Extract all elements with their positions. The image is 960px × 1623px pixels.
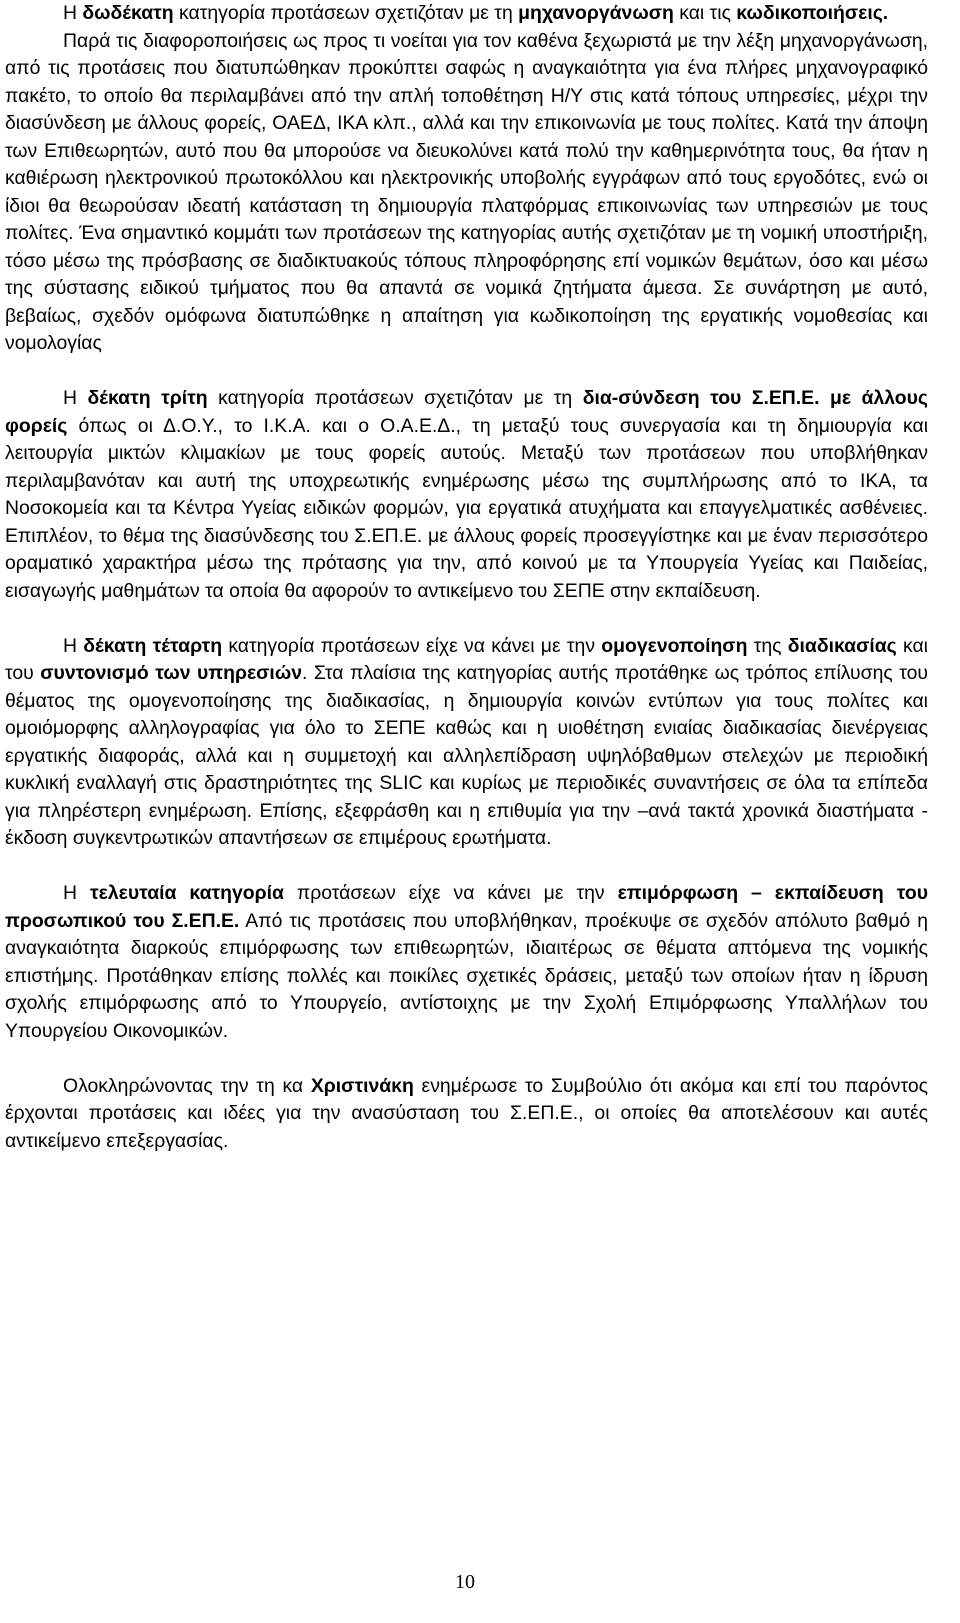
paragraph-fourteenth-category [5, 633, 928, 853]
bold-text-run: δωδέκατη [82, 2, 174, 24]
bold-text-run: κωδικοποιήσεις. [736, 2, 889, 24]
text-run: Από τις προτάσεις που υποβλήθηκαν, προέκυψε σε σχεδόν απόλυτο βαθμό η αναγκαιότητα διαρκούς επιμόρφωσης των επιθεωρητών, ιδιαιτέρως σε θέματα απτόμενα της νομικής επιστήμης. Προτάθηκαν επίσης πολλές και ποικίλες σχετικές δράσεις, μεταξύ των οποίων ήταν η ίδρυση σχολής επιμόρφωσης από το Υπουργείο, αντίστοιχης με την Σχολή Επιμόρφωσης Υπαλλήλων του Υπουργείου Οικονομικών. [5, 909, 928, 1042]
text-run: Η [63, 387, 88, 409]
bold-text-run: τελευταία κατηγορία [89, 882, 284, 904]
bold-text-run: ομογενοποίηση [601, 634, 748, 657]
paragraph-conclusion [5, 1073, 928, 1156]
page-number: 10 [455, 1571, 475, 1593]
paragraph-gap [5, 358, 928, 386]
text-run: Η [63, 882, 90, 904]
bold-text-run: μηχανοργάνωση [518, 2, 674, 24]
text-run: κατηγορία προτάσεων είχε να κάνει με την [222, 634, 602, 657]
text-run: και τις [673, 2, 737, 24]
body-text [5, 0, 928, 1155]
bold-text-run: επιμόρφωση – εκπαίδευση του προσωπικού του Σ.ΕΠ.Ε. [5, 882, 928, 932]
bold-text-run: Χριστινάκη [310, 1074, 414, 1097]
bold-text-run: δέκατη τέταρτη [83, 634, 223, 657]
paragraph-computerization-details [5, 28, 928, 358]
paragraph-gap [5, 1045, 928, 1073]
bold-text-run: δέκατη τρίτη [87, 387, 208, 409]
text-run: Η [63, 634, 84, 657]
text-run: της [747, 634, 788, 657]
text-run: Παρά τις διαφοροποιήσεις ως προς τι νοείται για τον καθένα ξεχωριστά με την λέξη μηχανοργάνωση, από τις προτάσεις που διατυπώθηκαν προκύπτει σαφώς η αναγκαιότητα για ένα πλήρες μηχανογραφικό πακέτο, το οποίο θα περιλαμβάνει από την απλή τοποθέτηση Η/Υ στις κατά τόπους υπηρεσίες, μέχρι την διασύνδεση με άλλους φορείς, ΟΑΕΔ, ΙΚΑ κλπ., αλλά και την επικοινωνία με τους πολίτες. Κατά την άποψη των Επιθεωρητών, αυτό που θα μπορούσε να διευκολύνει κατά πολύ την καθημερινότητα τους, θα ήταν η καθιέρωση ηλεκτρονικού πρωτοκόλλου και ηλεκτρονικής υποβολής εγγράφων από τους εργοδότες, ενώ οι ίδιοι θα θεωρούσαν ιδεατή κατάσταση τη δημιουργία πλατφόρμας επικοινωνίας των υπηρεσιών με τους πολίτες. Ένα σημαντικό κομμάτι των προτάσεων της κατηγορίας αυτής σχετιζόταν με τη νομική υποστήριξη, τόσο μέσω της πρόσβασης σε διαδικτυακούς τόπους πληροφόρησης επί νομικών θεμάτων, όσο και μέσω της σύστασης ειδικού τμήματος που θα απαντά σε νομικά ζητήματα άμεσα. Σε συνάρτηση με αυτό, βεβαίως, σχεδόν ομόφωνα διατυπώθηκε η απαίτηση για κωδικοποίηση της εργατικής νομοθεσίας και νομολογίας [5, 29, 928, 354]
paragraph-last-category [5, 880, 928, 1045]
bold-text-run: συντονισμό των υπηρεσιών [40, 662, 302, 684]
text-run: . Στα πλαίσια της κατηγορίας αυτής προτάθηκε ως τρόπος επίλυσης του θέματος της ομογενοποίησης της διαδικασίας, η δημιουργία κοινών εντύπων για τους πολίτες και ομοιόμορφης αλληλογραφίας για όλο το ΣΕΠΕ καθώς και η υιοθέτηση ενιαίας διαδικασίας διενέργειας εργατικής διαφοράς, αλλά και η συμμετοχή και αλληλεπίδραση υψηλόβαθμων στελεχών με περιοδική κυκλική εναλλαγή στις δραστηριότητες της SLIC και κυρίως με περιοδικές συναντήσεις σε όλα τα επίπεδα για πληρέστερη ενημέρωση. Επίσης, εξεφράσθη και η επιθυμία για την –ανά τακτά χρονικά διαστήματα - έκδοση συγκεντρωτικών απαντήσεων σε επιμέρους ερωτήματα. [5, 662, 929, 849]
text-run: ενημέρωσε το Συμβούλιο ότι ακόμα και επί του παρόντος έρχονται προτάσεις και ιδέες για την ανασύσταση του Σ.ΕΠ.Ε., οι οποίες θα αποτελέσουν και αυτές αντικείμενο επεξεργασίας. [5, 1074, 929, 1152]
paragraph-gap [5, 853, 928, 881]
text-run: κατηγορία προτάσεων σχετιζόταν με τη [207, 387, 583, 409]
text-run: Η [63, 2, 83, 24]
paragraph-twelfth-category [5, 0, 928, 28]
text-run: προτάσεων είχε να κάνει με την [283, 882, 618, 904]
text-run: κατηγορία προτάσεων σχετιζόταν με τη [173, 2, 519, 24]
paragraph-thirteenth-category [5, 385, 928, 605]
bold-text-run: διαδικασίας [787, 634, 897, 657]
paragraph-gap [5, 605, 928, 633]
text-run: όπως οι Δ.Ο.Υ., το Ι.Κ.Α. και ο Ο.Α.Ε.Δ., τη μεταξύ τους συνεργασία και τη δημιουργία και λειτουργία μικτών κλιμακίων με τους φορείς αυτούς. Μεταξύ των προτάσεων που υποβλήθηκαν περιλαμβανόταν και αυτή της υποχρεωτικής ενημέρωσης μέσω της συμπλήρωσης από το ΙΚΑ, τα Νοσοκομεία και τα Κέντρα Υγείας ειδικών φορμών, για εργατικά ατυχήματα και επαγγελματικές ασθένειες. Επιπλέον, το θέμα της διασύνδεσης του Σ.ΕΠ.Ε. με άλλους φορείς προσεγγίστηκε και με έναν περισσότερο οραματικό χαρακτήρα μέσω της πρότασης για την, από κοινού με τα Υπουργεία Υγείας και Παιδείας, εισαγωγής μαθημάτων τα οποία θα αφορούν το αντικείμενο του ΣΕΠΕ στην εκπαίδευση. [5, 414, 928, 602]
text-run: και του [5, 634, 928, 684]
bold-text-run: δια-σύνδεση του Σ.ΕΠ.Ε. με άλλους φορείς [5, 387, 928, 437]
text-run: Ολοκληρώνοντας την τη κα [63, 1074, 311, 1097]
